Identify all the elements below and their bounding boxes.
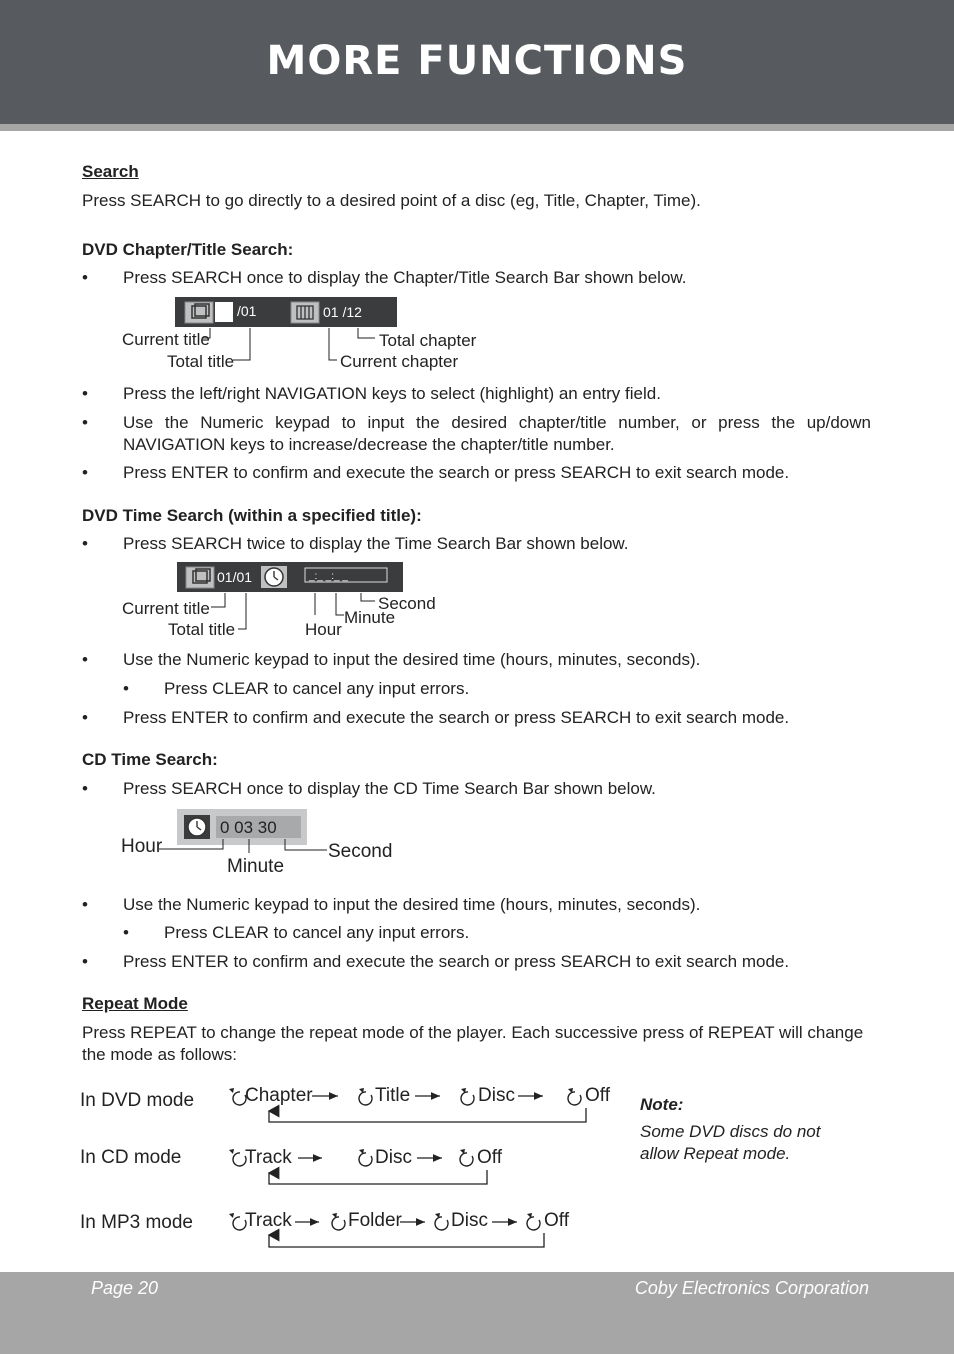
minute-label: Minute [227, 856, 285, 877]
total-title-label: Total title [167, 352, 235, 371]
total-title-label: Total title [168, 620, 236, 639]
bullet: • [82, 650, 88, 669]
dvd-time-bullet1: Press SEARCH twice to display the Time Search Bar shown below. [123, 534, 629, 553]
repeat-cd-row [229, 1147, 503, 1184]
repeat-step: Disc [375, 1147, 412, 1168]
hour-label: Hour [305, 620, 342, 639]
total-title-value: /01 [237, 303, 257, 319]
repeat-dvd-row [229, 1085, 611, 1122]
repeat-step: Off [544, 1210, 569, 1231]
cd-time-bullet2: Use the Numeric keypad to input the desired time (hours, minutes, seconds). [123, 895, 701, 914]
time-value: 0 03 30 [220, 818, 277, 837]
dvd-time-search-bar-figure [115, 559, 445, 641]
minute-label: Minute [344, 608, 396, 627]
repeat-step: Off [477, 1147, 502, 1168]
repeat-intro: Press REPEAT to change the repeat mode of the player. Each successive press of REPEAT will change the mode as follows: [82, 1023, 864, 1064]
bullet: • [82, 952, 88, 971]
bullet: • [82, 413, 88, 432]
title-value: 01/01 [217, 569, 253, 585]
current-title-field [215, 302, 233, 322]
page-title: MORE FUNCTIONS [266, 38, 688, 84]
cd-time-heading: CD Time Search: [82, 750, 218, 769]
cd-time-bullet3: Press ENTER to confirm and execute the search or press SEARCH to exit search mode. [123, 952, 790, 971]
total-chapter-label: Total chapter [379, 331, 477, 350]
repeat-mode-label: In CD mode [80, 1147, 182, 1168]
dvd-time-bullet2: Use the Numeric keypad to input the desired time (hours, minutes, seconds). [123, 650, 701, 669]
repeat-step: Track [245, 1210, 292, 1231]
repeat-icon [229, 1088, 246, 1105]
repeat-mode-label: In MP3 mode [80, 1212, 193, 1233]
dvd-time-bullet3: Press ENTER to confirm and execute the search or press SEARCH to exit search mode. [123, 708, 790, 727]
dvd-chapter-bullet3: Use the Numeric keypad to input the desired chapter/title number, or press the up/down NAVIGATION keys to increase/decrease the chapter/title number. [123, 413, 871, 454]
dvd-chapter-bullet1: Press SEARCH once to display the Chapter/Title Search Bar shown below. [123, 268, 687, 287]
dvd-chapter-bullet2: Press the left/right NAVIGATION keys to select (highlight) an entry field. [123, 384, 661, 403]
bullet: • [82, 463, 88, 482]
note-text: Some DVD discs do not allow Repeat mode. [640, 1122, 821, 1163]
repeat-heading: Repeat Mode [82, 994, 188, 1013]
repeat-step: Folder [348, 1210, 402, 1231]
repeat-step: Chapter [245, 1085, 313, 1106]
repeat-step: Off [585, 1085, 610, 1106]
search-heading: Search [82, 162, 139, 181]
chapter-title-search-bar-figure [115, 294, 485, 374]
repeat-step: Track [245, 1147, 292, 1168]
time-value: _:_ _:_ _ [309, 571, 348, 582]
dvd-time-heading: DVD Time Search (within a specified title): [82, 506, 422, 525]
repeat-mode-diagram [76, 1078, 626, 1256]
header-divider [0, 124, 954, 131]
bullet: • [82, 534, 88, 553]
second-label: Second [328, 841, 393, 862]
cd-time-bullet1: Press SEARCH once to display the CD Time Search Bar shown below. [123, 779, 656, 798]
hour-label: Hour [121, 836, 163, 857]
repeat-step: Disc [451, 1210, 488, 1231]
current-chapter-label: Current chapter [340, 352, 459, 371]
repeat-mp3-row [229, 1210, 570, 1247]
page-number: Page 20 [91, 1278, 159, 1298]
bullet: • [123, 679, 129, 698]
note-heading: Note: [640, 1095, 684, 1114]
current-title-label: Current title [122, 330, 210, 349]
bullet: • [82, 895, 88, 914]
repeat-step: Disc [478, 1085, 515, 1106]
dvd-chapter-heading: DVD Chapter/Title Search: [82, 240, 294, 259]
chapter-values: 01 /12 [323, 304, 362, 320]
search-intro: Press SEARCH to go directly to a desired point of a disc (eg, Title, Chapter, Time). [82, 191, 701, 210]
repeat-mode-label: In DVD mode [80, 1090, 195, 1111]
bullet: • [82, 384, 88, 403]
dvd-chapter-bullet4: Press ENTER to confirm and execute the search or press SEARCH to exit search mode. [123, 463, 790, 482]
dvd-time-sub1: Press CLEAR to cancel any input errors. [164, 679, 470, 698]
cd-time-sub1: Press CLEAR to cancel any input errors. [164, 923, 470, 942]
company-name: Coby Electronics Corporation [634, 1278, 869, 1298]
current-title-label: Current title [122, 599, 210, 618]
repeat-step: Title [375, 1085, 411, 1106]
bullet: • [82, 779, 88, 798]
bullet: • [82, 268, 88, 287]
bullet: • [123, 923, 129, 942]
bullet: • [82, 708, 88, 727]
second-label: Second [378, 594, 436, 613]
cd-time-search-bar-figure [115, 806, 405, 878]
